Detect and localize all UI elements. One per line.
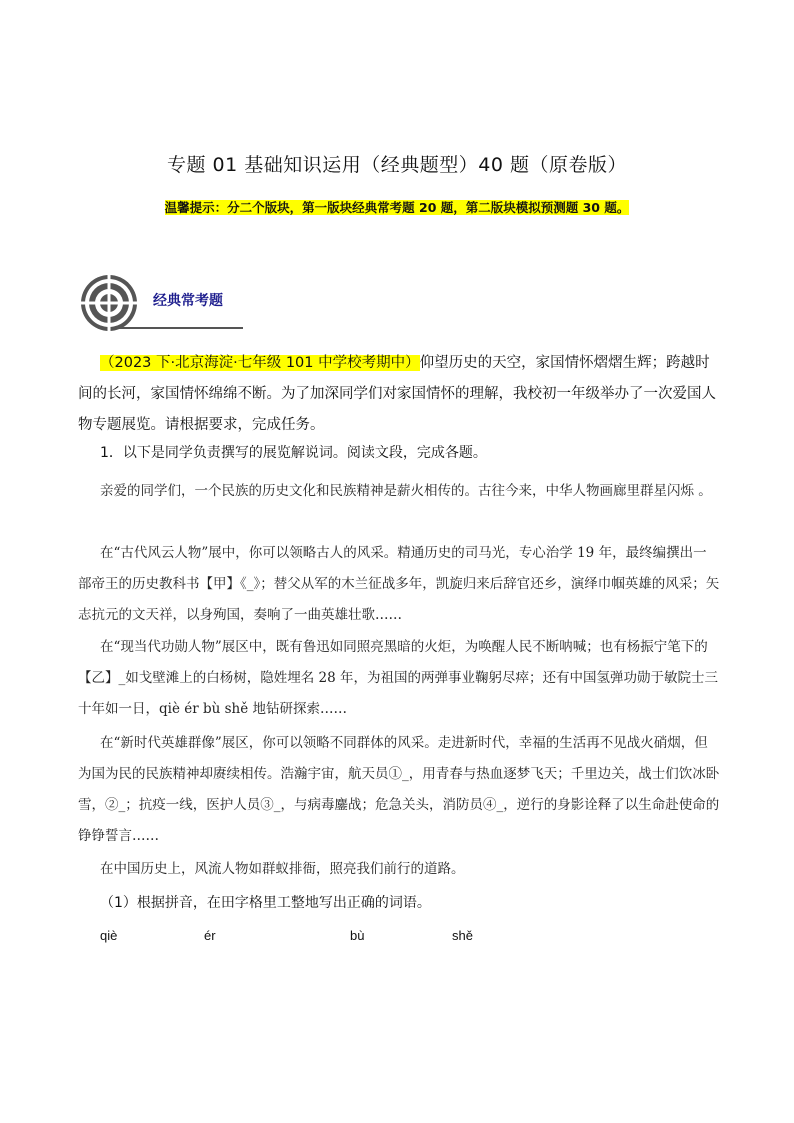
pinyin-syllable: qiè xyxy=(100,928,118,943)
passage-paragraph: 在“现当代功勋人物”展区中，既有鲁迅如同照亮黑暗的火炬，为唤醒人民不断呐喊；也有杨振宁笔下的【乙】_如戈壁滩上的白杨树，隐姓埋名 28 年，为祖国的两弹事业鞠躬尽瘁；还有中国氢弹功勋于敏院士三十年如一日，qiè ér bù shě 地钻研探索…… xyxy=(78,639,719,717)
intro-text: 仰望历史的天空，家国情怀熠熠生辉；跨越时间的长河，家国情怀绵绵不断。为了加深同学们对家国情怀的理解，我校初一年级举办了一次爱国人物专题展览。请根据要求，完成任务。 xyxy=(78,355,716,433)
pinyin-syllable: ér xyxy=(204,928,216,943)
section-title: 经典常考题 xyxy=(153,293,223,309)
passage-paragraph: 在“新时代英雄群像”展区，你可以领略不同群体的风采。走进新时代，幸福的生活再不见战火硝烟，但为国为民的民族精神却赓续相传。浩瀚宇宙，航天员①_，用青春与热血逐梦飞天；千里边关，战士们饮冰卧雪，②_；抗疫一线，医护人员③_，与病毒鏖战；危急关头，消防员④_，逆行的身影诠释了以生命赴使命的铮铮誓言…… xyxy=(78,735,720,844)
document-title: 专题 01 基础知识运用（经典题型）40 题（原卷版） xyxy=(167,154,627,176)
section-header xyxy=(77,272,247,336)
sub-question-1: （1）根据拼音，在田字格里工整地写出正确的词语。 xyxy=(100,895,431,911)
source-tag: （2023 下·北京海淀·七年级 101 中学校考期中） xyxy=(100,355,420,371)
passage-paragraph: 在“古代风云人物”展中，你可以领略古人的风采。精通历史的司马光，专心治学 19 年，最终编撰出一部帝王的历史教科书【甲】《_》；替父从军的木兰征战多年，凯旋归来后辞官还乡，演绎巾帼英雄的风采；矢志抗元的文天祥，以身殉国，奏响了一曲英雄壮歌…… xyxy=(78,545,720,623)
pinyin-syllable: shě xyxy=(452,928,473,943)
question-1: 1．以下是同学负责撰写的展览解说词。阅读文段，完成各题。 xyxy=(100,445,487,461)
passage-paragraph: 亲爱的同学们，一个民族的历史文化和民族精神是薪火相传的。古往今来，中华人物画廊里群星闪烁 。 xyxy=(100,483,712,499)
passage-paragraph: 在中国历史上，风流人物如群蚁排衙，照亮我们前行的道路。 xyxy=(100,861,465,877)
pinyin-syllable: bù xyxy=(350,928,365,943)
intro-paragraph xyxy=(78,348,720,441)
tip-line xyxy=(0,198,794,216)
tip-text: 温馨提示：分二个版块，第一版块经典常考题 20 题，第二版块模拟预测题 30 题。 xyxy=(164,200,630,215)
